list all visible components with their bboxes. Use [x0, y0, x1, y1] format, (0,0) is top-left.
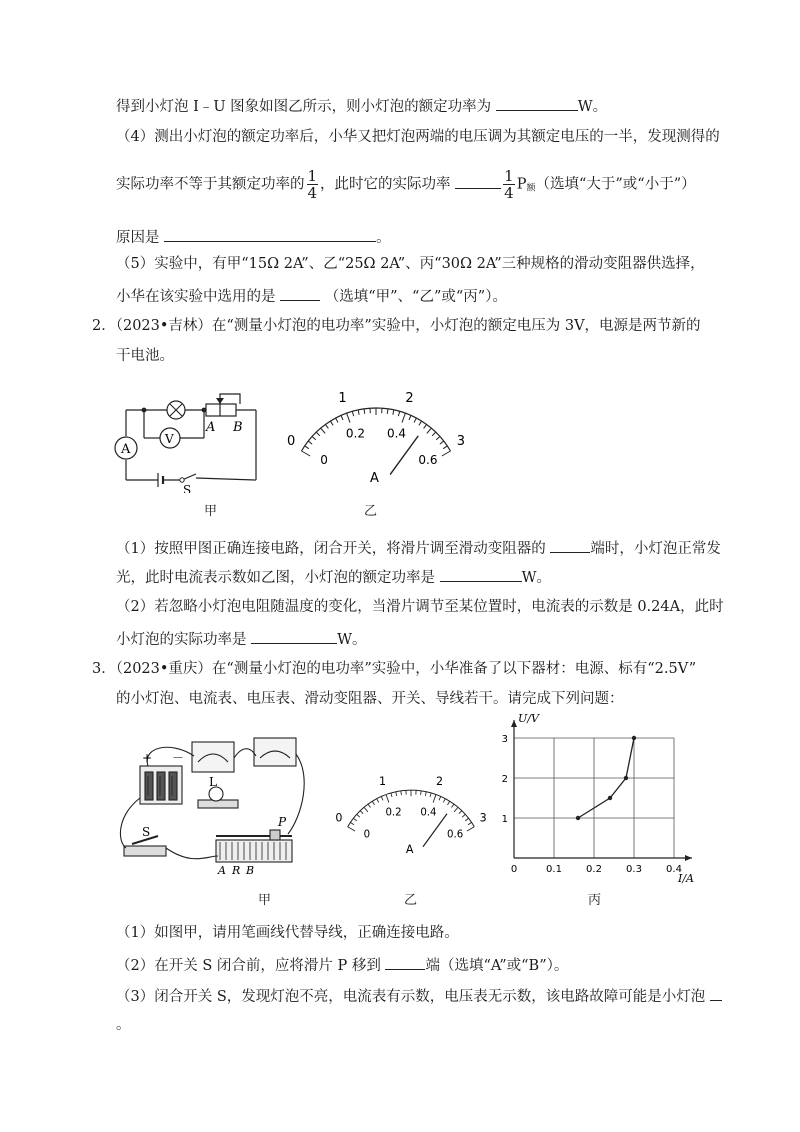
- q1-p5-line2: [116, 285, 507, 307]
- q1-p4-text2: ，此时它的实际功率: [320, 176, 451, 193]
- dial-tick: [336, 418, 338, 422]
- answer-blank[interactable]: [164, 226, 376, 242]
- answer-blank[interactable]: [496, 95, 578, 111]
- fig-caption-jia-3: 甲: [258, 893, 272, 908]
- q2-p2-unit: W。: [337, 632, 367, 648]
- q2-p1-unit: W。: [521, 570, 552, 586]
- dial-tick: [330, 421, 333, 425]
- q2-p1-text3: 光，此时电流表示数如乙图，小灯泡的额定功率是: [116, 570, 435, 586]
- dial-tick: [398, 411, 399, 416]
- dial-tick: [312, 436, 316, 439]
- answer-blank[interactable]: [455, 173, 501, 189]
- dial-tick: [387, 409, 388, 414]
- data-point: [624, 776, 628, 780]
- q3-p2-hint: 端（选填“A”或“B”）。: [425, 958, 569, 974]
- rheostat-r-label: R: [232, 864, 241, 877]
- q1-p5-line1: （5）实验中，有甲“15Ω 2A”、乙“25Ω 2A”、丙“30Ω 2A”三种规格的滑动变阻器供选择，: [116, 256, 705, 272]
- q2-p2-text: 小灯泡的实际功率是: [116, 632, 247, 648]
- dial-unit-label: A: [405, 843, 414, 857]
- q1-iu-text: 得到小灯泡 I﹣U 图象如图乙所示，则小灯泡的额定功率为: [116, 99, 492, 115]
- x-axis-arrow: [685, 855, 692, 861]
- dial-needle: [423, 814, 447, 847]
- dial-tick: [447, 801, 449, 805]
- q2-p2-line1: （2）若忽略小灯泡电阻随温度的变化，当滑片调节至某位置时，电流表的示数是 0.24A，此时: [116, 599, 724, 615]
- frac-den: 4: [307, 184, 318, 202]
- q1-reason-line: [116, 226, 391, 248]
- q1-p5-hint: （选填“甲”、“乙”或“丙”）。: [324, 289, 507, 305]
- q3-title-line1: 3．（2023•重庆）在“测量小灯泡的电功率”实验中，小华准备了以下器材：电源、标有“2.5V”: [92, 661, 697, 677]
- x-tick-label: 0.2: [586, 864, 602, 875]
- dial-tick: [325, 424, 328, 428]
- rheostat-a-label: A: [218, 864, 226, 877]
- dial-tick: [443, 446, 447, 449]
- dial-tick: [468, 822, 472, 824]
- x-tick-label: 0.1: [546, 864, 562, 875]
- dial-tick: [424, 424, 427, 428]
- dial-tick: [348, 827, 355, 831]
- frac-num: 1: [504, 167, 514, 185]
- dial-tick: [364, 409, 365, 414]
- dial-tick: [467, 827, 474, 831]
- dial-tick: [341, 415, 343, 420]
- q3-p2: [116, 954, 568, 976]
- dial-top-tick-label: 0: [286, 434, 296, 449]
- fig-caption-bing: 丙: [588, 893, 602, 908]
- x-tick-label: 0: [510, 864, 518, 875]
- dial-tick: [347, 413, 350, 422]
- q2-p2-line2: [116, 628, 367, 650]
- ammeter-label: A: [121, 442, 131, 457]
- apparatus-diagram: [112, 736, 322, 886]
- answer-blank[interactable]: [440, 566, 522, 582]
- power-symbol: P: [516, 176, 527, 193]
- dial-tick: [364, 807, 368, 812]
- q1-p4-text: 实际功率不等于其额定功率的: [116, 176, 305, 193]
- lamp-label: L: [209, 775, 217, 789]
- answer-blank[interactable]: [385, 954, 425, 970]
- dial-tick: [451, 804, 453, 807]
- dial-tick: [459, 811, 462, 814]
- dial-tick: [308, 441, 312, 444]
- x-tick-label: 0.3: [626, 864, 642, 875]
- answer-blank[interactable]: [251, 628, 337, 644]
- dial-tick: [440, 441, 444, 444]
- dial-tick: [425, 792, 426, 796]
- dial-tick: [430, 793, 431, 797]
- answer-blank[interactable]: [550, 537, 590, 553]
- ammeter-dial: [276, 364, 476, 494]
- dial-bottom-tick-label: 0.4: [420, 807, 437, 819]
- terminal-a-label: A: [206, 420, 216, 435]
- terminal-b-label: B: [233, 420, 243, 435]
- q3-title-line2: 的小灯泡、电流表、电压表、滑动变阻器、开关、导线若干。请完成下列问题：: [116, 691, 624, 707]
- dial-tick: [409, 415, 411, 420]
- dial-tick: [381, 796, 383, 800]
- dial-bottom-tick-label: 0.2: [345, 426, 366, 441]
- battery-minus: －: [172, 751, 185, 765]
- dial-tick: [352, 411, 353, 416]
- dial-top-tick-label: 1: [378, 774, 387, 788]
- dial-tick: [302, 451, 311, 456]
- dial-top-tick-label: 2: [435, 774, 444, 788]
- q2-p1-text: （1）按照甲图正确连接电路，闭合开关，将滑片调至滑动变阻器的: [116, 541, 546, 557]
- y-tick-label: 3: [501, 734, 508, 745]
- q1-reason-end: 。: [376, 230, 391, 246]
- dial-top-tick-label: 0: [335, 811, 343, 825]
- dial-tick: [372, 801, 374, 805]
- ammeter-dial-3: [326, 752, 496, 864]
- dial-tick: [360, 811, 363, 814]
- q1-iu-line: [116, 95, 607, 117]
- dial-tick: [436, 436, 440, 439]
- fig-caption-jia: 甲: [204, 504, 218, 519]
- dial-tick: [402, 413, 405, 422]
- fig-caption-yi-3: 乙: [404, 893, 418, 908]
- data-point: [576, 816, 580, 820]
- dial-bottom-tick-label: 0.4: [386, 426, 407, 441]
- dial-tick: [401, 791, 402, 795]
- q2-title-line2: 干电池。: [116, 348, 174, 364]
- dial-tick: [350, 822, 354, 824]
- q1-reason-label: 原因是: [116, 230, 160, 246]
- dial-bottom-tick-label: 0.2: [385, 807, 402, 819]
- frac-den: 4: [504, 184, 514, 202]
- dial-tick: [391, 793, 392, 797]
- q3-p2-text: （2）在开关 S 闭合前，应将滑片 P 移到: [116, 958, 381, 974]
- dial-top-tick-label: 3: [456, 434, 466, 449]
- switch-label: S: [183, 483, 192, 493]
- dial-tick: [353, 818, 356, 821]
- voltmeter-label: V: [165, 432, 174, 446]
- q3-p3: [116, 985, 722, 1007]
- y-axis-label: U/V: [518, 712, 539, 725]
- dial-tick: [321, 428, 325, 433]
- power-subscript: 额: [526, 183, 536, 194]
- dial-unit-label: A: [370, 471, 379, 486]
- fraction-quarter: [307, 168, 319, 201]
- dial-tick: [421, 791, 422, 795]
- q2-p1-line1: [116, 537, 721, 559]
- q2-p1-line2: [116, 566, 551, 588]
- answer-blank[interactable]: [710, 985, 722, 1001]
- q1-p4-hint: （选填“大于”或“小于”）: [535, 176, 696, 193]
- dial-tick: [439, 796, 441, 800]
- slider-p-label: P: [278, 815, 287, 829]
- dial-tick: [462, 814, 465, 817]
- dial-tick: [432, 432, 435, 436]
- dial-tick: [465, 818, 468, 821]
- switch-label-3: S: [142, 825, 151, 839]
- dial-tick: [377, 799, 379, 803]
- ui-graph: [496, 708, 696, 888]
- q1-p4-line1: （4）测出小灯泡的额定功率后，小华又把灯泡两端的电压调为其额定电压的一半，发现测得的: [116, 129, 720, 145]
- fig-caption-yi: 乙: [364, 504, 378, 519]
- dial-tick: [358, 410, 359, 415]
- dial-tick: [393, 410, 394, 415]
- q3-p1: （1）如图甲，请用笔画线代替导线，正确连接电路。: [116, 925, 459, 941]
- frac-num: 1: [307, 167, 318, 185]
- q3-p3-end: 。: [116, 1017, 131, 1033]
- dial-tick: [396, 792, 397, 796]
- x-tick-label: 0.4: [666, 864, 682, 875]
- data-point: [632, 736, 636, 740]
- q1-p5-text: 小华在该实验中选用的是: [116, 289, 276, 305]
- dial-tick: [305, 446, 309, 449]
- circuit-diagram: [108, 378, 268, 493]
- dial-tick: [386, 795, 389, 803]
- dial-bottom-tick-label: 0.6: [418, 453, 438, 467]
- dial-tick: [454, 807, 458, 812]
- q1-p4-line2: [116, 168, 696, 201]
- dial-tick: [433, 795, 436, 803]
- dial-top-tick-label: 2: [405, 390, 414, 406]
- fraction-quarter-2: [503, 168, 515, 201]
- q2-title-line1: 2．（2023•吉林）在“测量小灯泡的电功率”实验中，小灯泡的额定电压为 3V，电源是两节新的: [92, 318, 701, 334]
- q3-p3-text: （3）闭合开关 S，发现灯泡不亮，电流表有示数，电压表无示数，该电路故障可能是小灯泡: [116, 989, 706, 1005]
- battery-plus: +: [142, 751, 153, 765]
- dial-needle: [390, 436, 418, 475]
- dial-top-tick-label: 1: [338, 390, 347, 406]
- y-axis-arrow: [511, 720, 517, 727]
- x-axis-label: I/A: [678, 872, 694, 885]
- dial-tick: [427, 428, 431, 433]
- dial-tick: [442, 451, 451, 456]
- dial-tick: [368, 804, 370, 807]
- dial-bottom-tick-label: 0: [320, 453, 328, 467]
- dial-tick: [443, 799, 445, 803]
- dial-bottom-tick-label: 0.6: [447, 829, 464, 841]
- dial-tick: [414, 418, 416, 422]
- slider-arrow: [216, 398, 224, 404]
- dial-tick: [419, 421, 422, 425]
- y-tick-label: 1: [501, 814, 508, 825]
- answer-blank[interactable]: [280, 285, 320, 301]
- dial-bottom-tick-label: 0: [363, 829, 371, 841]
- dial-tick: [357, 814, 360, 817]
- dial-tick: [316, 432, 319, 436]
- q1-iu-unit: W。: [577, 99, 608, 115]
- y-tick-label: 2: [501, 774, 508, 785]
- data-point: [608, 796, 612, 800]
- rheostat-b-label: B: [246, 864, 255, 877]
- q2-p1-text2: 端时，小灯泡正常发: [590, 541, 721, 557]
- dial-top-tick-label: 3: [479, 811, 487, 825]
